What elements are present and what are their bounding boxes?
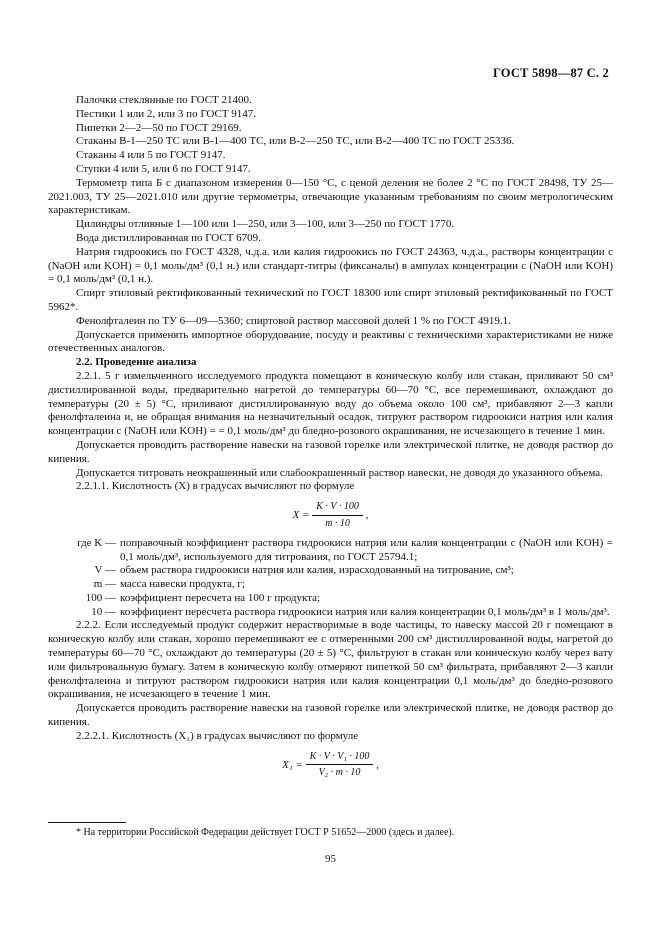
formula-denominator: m · 10: [325, 517, 350, 529]
paragraph: Палочки стеклянные по ГОСТ 21400.: [76, 94, 252, 106]
formula-denominator: V₂ · m · 10: [318, 767, 361, 779]
where-list: [48, 537, 613, 620]
formula-tail: ,: [376, 758, 379, 771]
paragraph: Допускается проводить растворение навески на газовой горелке или электрической плитке, не доводя раствор до кипения.: [48, 438, 613, 465]
paragraph: Термометр типа Б с диапазоном измерения 0—150 °С, с ценой деления не более 2 °С по ГОСТ 28498, ТУ 25—2021.003, ТУ 25—2021.010 или другие термометры, отвечающие указанным требованиям по своим метрологическим характеристикам.: [48, 176, 613, 217]
where-item: [48, 606, 613, 620]
paragraph: Вода дистиллированная по ГОСТ 6709.: [76, 231, 261, 244]
formula-numerator: K · V · V₁ · 100: [306, 750, 374, 766]
where-text: коэффициент пересчета на 100 г продукта;: [120, 591, 321, 604]
formula-tail: ,: [365, 508, 369, 521]
paragraph: Пипетки 2—2—50 по ГОСТ 29169.: [76, 121, 242, 134]
paragraph: Спирт этиловый ректификованный технический по ГОСТ 18300 или спирт этиловый ректификованный по ГОСТ 5962*.: [48, 287, 613, 313]
paragraph: 2.2.1.1. Кислотность (X) в градусах вычисляют по формуле: [76, 480, 355, 493]
footnote: * На территории Российской Федерации действует ГОСТ Р 51652—2000 (здесь и далее).: [76, 827, 455, 838]
where-text: объем раствора гидроокиси натрия или калия, израсходованный на титрование, см³;: [120, 564, 514, 577]
paragraph: Допускается титровать неокрашенный или слабоокрашенный раствор навески, не доводя до указанного объема.: [76, 466, 603, 479]
where-label: m —: [93, 578, 116, 591]
formula-fraction: [306, 750, 374, 781]
formula-lhs: X₁ =: [282, 758, 303, 771]
where-item: [48, 592, 613, 606]
where-text: поправочный коэффициент раствора гидроокиси натрия или калия концентрации c (NaOH или KOH) = 0,1 моль/дм³, используемого для титрования, по ГОСТ 25794.1;: [120, 536, 613, 563]
page-header: ГОСТ 5898—87 С. 2: [492, 66, 609, 80]
formula-lhs: X =: [292, 508, 310, 521]
paragraph: Стаканы 4 или 5 по ГОСТ 9147.: [76, 149, 226, 162]
paragraph: 2.2.2. Если исследуемый продукт содержит нерастворимые в воде частицы, то навеску массой 20 г помещают в коническую колбу или стакан, хорошо перемешивают ее с отмеренными 200 см³ дистиллированной воды, нагретой до температуры 60—70 °С, охлаждают до температуры (20 ± 5) °С, фильтруют в стакан или коническую колбу через вату или фильтровальную бумагу. Затем в коническую колбу отмеряют пипеткой 50 см³ фильтрата, прибавляют 2—3 капли фенолфталеина и титруют раствором гидроокиси натрия или калия концентрации 0,1 моль/дм³ до бледно-розового окрашивания, не исчезающего в течение 1 мин.: [48, 619, 613, 701]
section-heading: 2.2. Проведение анализа: [76, 356, 197, 369]
paragraph: Фенолфталеин по ТУ 6—09—5360; спиртовой раствор массовой долей 1 % по ГОСТ 4919.1.: [76, 314, 511, 327]
formula-x1: [48, 750, 613, 781]
formula-numerator: K · V · 100: [312, 500, 363, 516]
paragraph: 2.2.2.1. Кислотность (X₁) в градусах вычисляют по формуле: [76, 729, 359, 742]
formula-fraction: [312, 500, 363, 531]
paragraph: Допускается применять импортное оборудование, посуду и реактивы с техническими характеристиками не ниже отечественных аналогов.: [48, 328, 613, 355]
paragraph: Допускается проводить растворение навески на газовой горелке или электрической плитке, не доводя раствор до кипения.: [48, 702, 613, 729]
paragraph: Натрия гидроокись по ГОСТ 4328, ч.д.а. или калия гидроокись по ГОСТ 24363, ч.д.а., растворы концентрации c (NaOH или KOH) = 0,1 моль/дм³ (0,1 н.) или стандарт-титры (фиксаналы) в ампулах концентрации c (NaOH или KOH) = 0,1 моль/дм³ (0,1 н.).: [48, 245, 613, 286]
where-text: масса навески продукта, г;: [120, 578, 245, 591]
where-label: V —: [94, 564, 116, 577]
paragraph: Стаканы В-1—250 ТС или В-1—400 ТС, или В-2—250 ТС, или В-2—400 ТС по ГОСТ 25336.: [76, 135, 515, 148]
where-label: 10 —: [91, 605, 116, 618]
where-item: [48, 537, 613, 565]
paragraph: Ступки 4 или 5, или 6 по ГОСТ 9147.: [76, 162, 251, 175]
formula-x: [48, 500, 613, 531]
where-item: [48, 564, 613, 578]
paragraph: Пестики 1 или 2, или 3 по ГОСТ 9147.: [76, 107, 257, 120]
where-label: где K —: [77, 536, 116, 549]
where-text: коэффициент пересчета раствора гидроокиси натрия или калия концентрации 0,1 моль/дм³ в 1 моль/дм³.: [120, 605, 610, 618]
paragraph: 2.2.1. 5 г измельченного исследуемого продукта помещают в коническую колбу или стакан, приливают 50 см³ дистиллированной воды, предварительно нагретой до температуры 60—70 °С, все перемешивают, охлаждают до температуры (20 ± 5) °С, приливают дистиллированную воду до объема около 100 см³, прибавляют 2—3 капли фенолфталеина и, не обращая внимания на незначительный осадок, титруют раствором гидроокиси натрия или калия концентрации c (NaOH или KOH) = = 0,1 моль/дм³ до бледно-розового окрашивания, не исчезающего в течение 1 мин.: [48, 369, 613, 438]
where-label: 100 —: [85, 591, 116, 604]
footnote-rule: [48, 822, 126, 823]
document-body: [48, 94, 613, 786]
where-item: [48, 578, 613, 592]
paragraph: Цилиндры отливные 1—100 или 1—250, или 3—100, или 3—250 по ГОСТ 1770.: [76, 218, 455, 231]
page-number: 95: [325, 853, 336, 865]
